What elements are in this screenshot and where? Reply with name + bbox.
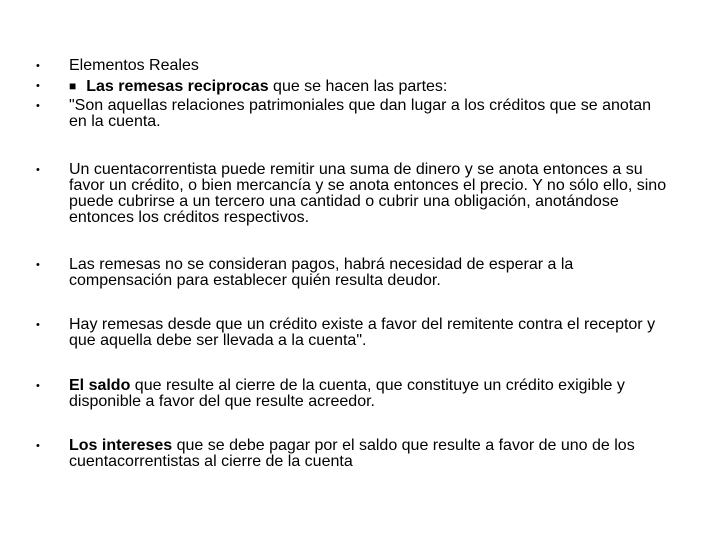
list-item-text [69,98,669,130]
bullet-icon: • [36,100,40,112]
list-item-text [69,257,659,289]
list-item-text [69,317,659,349]
item-bold-text: El saldo [69,377,131,394]
list-item-text [69,438,669,470]
bullet-icon: • [36,259,40,271]
item-text: "Son aquellas relaciones patrimoniales que dan lugar a los créditos que se anotan en la cuenta. [69,97,652,130]
item-text: Las remesas no se consideran pagos, habrá necesidad de esperar a la compensación para establecer quién resulta deudor. [69,256,574,289]
bullet-icon: • [36,440,40,452]
item-text: que resulte al cierre de la cuenta, que constituye un crédito exigible y disponible a favor del que resulte acreedor. [69,377,625,410]
item-text: que se hacen las partes: [268,78,448,95]
item-bold-text: Las remesas reciprocas [86,78,269,95]
list-item-text [69,58,686,74]
item-text: Hay remesas desde que un crédito existe a favor del remitente contra el receptor y que aquella debe ser llevada a la cuenta". [69,316,656,349]
bullet-icon: • [36,80,40,92]
item-text: Elementos Reales [69,57,199,74]
bullet-icon: • [36,319,40,331]
item-bold-text: Los intereses [69,437,173,454]
bullet-icon: • [36,380,40,392]
bullet-icon: • [36,60,40,72]
list-item-text [69,78,686,95]
list-item-text [69,378,629,410]
item-text: Un cuentacorrentista puede remitir una suma de dinero y se anota entonces a su favor un crédito, o bien mercancía y se anota entonces el precio. Y no sólo ello, sino puede cubrirse a un tercero una cantidad o cubrir una obligación, anotándose entonces los créditos respectivos. [69,161,667,226]
square-bullet-icon: ■ [69,79,77,93]
list-item-text [69,162,681,226]
bullet-icon: • [36,164,40,176]
item-text: que se debe pagar por el saldo que resulte a favor de uno de los cuentacorrentistas al cierre de la cuenta [69,437,635,470]
